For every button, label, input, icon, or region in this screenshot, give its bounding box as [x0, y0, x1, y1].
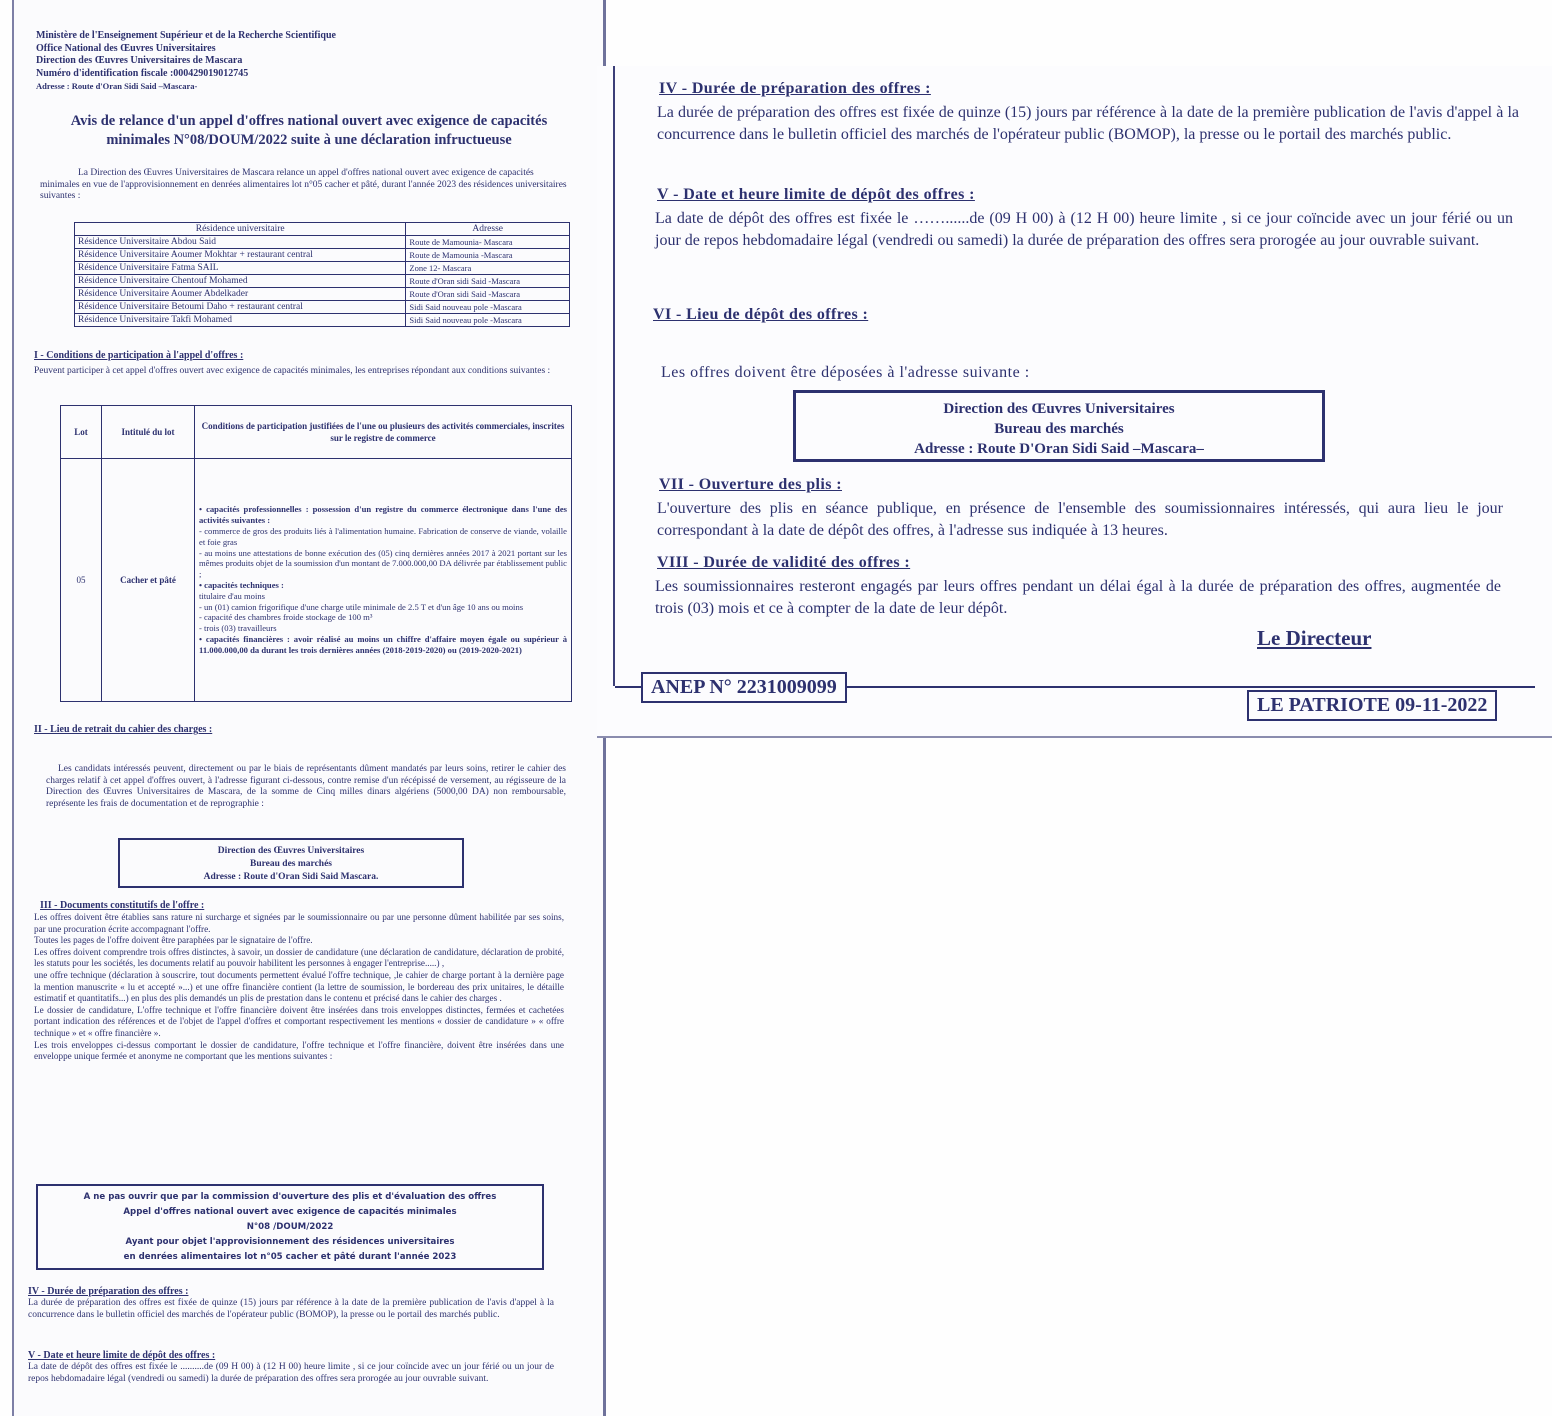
residence-name: Résidence Universitaire Fatma SAIL: [75, 262, 406, 275]
condition-line: • capacités techniques :: [199, 580, 284, 590]
table-row: [75, 301, 570, 314]
residence-address: Route de Mamounia -Mascara: [406, 249, 570, 262]
residence-name: Résidence Universitaire Abdou Said: [75, 236, 406, 249]
condition-line: - capacité des chambres froide stockage de 100 m³: [199, 612, 373, 623]
table-header: Adresse: [406, 223, 570, 236]
header-line: Direction des Œuvres Universitaires de Mascara: [36, 55, 243, 66]
deposit-address-box: [793, 390, 1325, 462]
condition-line: • capacités financières : avoir réalisé au moins un chiffre d'affaire moyen égale ou supérieur à 11.000.000,00 da durant les trois dernières années (2018-2019-2020) ou (2019-2020-2021): [199, 633, 567, 655]
section-5-text: La date de dépôt des offres est fixée le ……......de (09 H 00) à (12 H 00) heure limite , si ce jour coïncide avec un jour férié ou un jour de repos hebdomadaire légal (vendredi ou samedi) la durée de préparation des offres sera prorogée au jour ouvrable suivant.: [655, 210, 1513, 249]
condition-line: titulaire d'au moins: [199, 590, 265, 601]
residence-address: Route d'Oran sidi Said -Mascara: [406, 288, 570, 301]
section-2-title: II - Lieu de retrait du cahier des charges :: [34, 724, 213, 735]
section-7-text: L'ouverture des plis en séance publique, en présence de l'ensemble des soumissionnaires intéressés, qui aura lieu le jour correspondant à la date de dépôt des offres, à l'adresse sus indiquée à 13 heures.: [657, 500, 1503, 539]
notice-intro: La Direction des Œuvres Universitaires de Mascara relance un appel d'offres national ouvert avec exigence de capacités minimales en vue de l'approvisionnement en denrées alimentaires lot n°05 cacher et pâté, durant l'année 2023 des résidences universitaires suivantes :: [40, 168, 567, 201]
box-line: Direction des Œuvres Universitaires: [943, 401, 1175, 417]
section-3-title: III - Documents constitutifs de l'offre :: [40, 900, 205, 911]
residences-table: [74, 222, 570, 327]
table-header: Conditions de participation justifiées de l'une ou plusieurs des activités commerciales, inscrites sur le registre de commerce: [195, 406, 572, 459]
box-line: N°08 /DOUM/2022: [246, 1222, 334, 1232]
right-notice-panel: [597, 66, 1552, 738]
section-4-title: IV - Durée de préparation des offres :: [659, 80, 931, 97]
header-line: Office National des Œuvres Universitaires: [36, 42, 216, 54]
condition-line: - un (01) camion frigorifique d'une charge utile minimale de 2.5 T et d'un âge 10 ans ou moins: [199, 601, 524, 612]
ministry-header: [36, 30, 576, 93]
section-5-text: La date de dépôt des offres est fixée le ..........de (09 H 00) à (12 H 00) heure limite , si ce jour coïncide avec un jour férié ou un jour de repos hebdomadaire légal (vendredi ou samedi) la durée de préparation des offres sera prorogée au jour ouvrable suivant.: [28, 1362, 554, 1384]
panel-border-line: [613, 66, 615, 686]
residence-name: Résidence Universitaire Aoumer Mokhtar + restaurant central: [75, 249, 406, 262]
residence-name: Résidence Universitaire Aoumer Abdelkader: [75, 288, 406, 301]
conditions-table: [60, 405, 572, 702]
section-5-title: V - Date et heure limite de dépôt des offres :: [28, 1350, 216, 1361]
box-line: A ne pas ouvrir que par la commission d'ouverture des plis et d'évaluation des offres: [83, 1192, 497, 1202]
box-line: en denrées alimentaires lot n°05 cacher et pâté durant l'année 2023: [123, 1252, 457, 1262]
box-line: Direction des Œuvres Universitaires: [217, 846, 365, 856]
table-row: [75, 314, 570, 327]
lot-title: Cacher et pâté: [102, 459, 195, 702]
left-notice-column: [12, 0, 606, 1416]
box-line: Ayant pour objet l'approvisionnement des résidences universitaires: [125, 1237, 455, 1247]
section-4-text: La durée de préparation des offres est fixée de quinze (15) jours par référence à la date de la première publication de l'avis d'appel à la concurrence dans le bulletin officiel des marchés de l'opérateur public (BOMOP), la presse ou le portail des marchés public.: [657, 104, 1519, 143]
residence-address: Route d'Oran sidi Said -Mascara: [406, 275, 570, 288]
residence-address: Route de Mamounia- Mascara: [406, 236, 570, 249]
notice-title: Avis de relance d'un appel d'offres national ouvert avec exigence de capacités minimales N°08/DOUM/2022 suite à une déclaration infructueuse: [70, 113, 548, 148]
paragraph: Les offres doivent être établies sans rature ni surcharge et signées par le soumissionnaire ou par une personne dûment habilitée par ses soins, par une procuration écrite accompagnant l'offre.: [34, 912, 564, 934]
section-5-title: V - Date et heure limite de dépôt des offres :: [657, 186, 975, 203]
lot-number: 05: [61, 459, 102, 702]
paragraph: Les trois enveloppes ci-dessus comportant le dossier de candidature, l'offre technique et l'offre financière, doivent être insérées dans une enveloppe unique fermée et anonyme ne comportant que les mentions suivantes :: [34, 1039, 564, 1062]
residence-address: Sidi Said nouveau pole -Mascara: [406, 314, 570, 327]
paragraph: Les offres doivent comprendre trois offres distinctes, à savoir, un dossier de candidature (une déclaration de candidature, déclaration de probité, les statuts pour les sociétés, les documents relatif au pouvoir habilitent les personnes à engager l'entreprise.....) ,: [34, 946, 564, 969]
condition-line: - commerce de gros des produits liés à l'alimentation humaine. Fabrication de conserve de viande, volaille et foie gras: [199, 526, 567, 547]
box-line: Appel d'offres national ouvert avec exigence de capacités minimales: [123, 1207, 457, 1217]
section-6-text: Les offres doivent être déposées à l'adresse suivante :: [661, 364, 1030, 381]
signature: Le Directeur: [1257, 626, 1372, 650]
section-4-text: La durée de préparation des offres est fixée de quinze (15) jours par référence à la date de la première publication de l'avis d'appel à la concurrence dans le bulletin officiel des marchés de l'opérateur public (BOMOP), la presse ou le portail des marchés public.: [28, 1298, 554, 1320]
table-header: Résidence universitaire: [75, 223, 406, 236]
section-6-title: VI - Lieu de dépôt des offres :: [653, 306, 869, 323]
box-line: Bureau des marchés: [250, 859, 332, 869]
paragraph: une offre technique (déclaration à souscrire, tout documents permettent évalué l'offre technique, ,le cahier de charge portant à la dernière page la mention manuscrite « lu et accepté »...) et une offre financière contient (la lettre de soumission, le bordereau des prix unitaires, le détaille estimatif et quantitatifs...) en plus des plis demandés un plis de prestation dans le contenu et précisé dans le cahier des charges .: [34, 969, 564, 1004]
header-line: Numéro d'identification fiscale :000429019012745: [36, 67, 249, 79]
table-row: [75, 236, 570, 249]
table-row: [61, 459, 572, 702]
residence-name: Résidence Universitaire Chentouf Mohamed: [75, 275, 406, 288]
paragraph: Toutes les pages de l'offre doivent être paraphées par le signataire de l'offre.: [34, 935, 313, 946]
envelope-mentions-box: [36, 1184, 544, 1270]
paragraph: Le dossier de candidature, L'offre technique et l'offre financière doivent être insérées dans trois enveloppes distinctes, fermées et cachetées portant indication des références et de l'objet de l'appel d'offres et comportant respectivement les mentions « dossier de candidature » « offre technique » et « offre financière ».: [34, 1004, 564, 1038]
table-header: Intitulé du lot: [102, 406, 195, 459]
section-1-title: I - Conditions de participation à l'appel d'offres :: [34, 350, 244, 361]
header-line: Ministère de l'Enseignement Supérieur et de la Recherche Scientifique: [36, 30, 336, 41]
residence-name: Résidence Universitaire Betoumi Daho + restaurant central: [75, 301, 406, 314]
header-line: Adresse : Route d'Oran Sidi Said –Mascara-: [36, 81, 198, 91]
table-row: [75, 262, 570, 275]
condition-line: • capacités professionnelles : possession d'un registre du commerce électronique dans l'une des activités suivantes :: [199, 504, 567, 526]
box-line: Adresse : Route d'Oran Sidi Said Mascara.: [203, 872, 379, 882]
section-4-title: IV - Durée de préparation des offres :: [28, 1286, 189, 1297]
bottom-rule: [597, 736, 1552, 738]
anep-number: ANEP N° 2231009099: [641, 672, 847, 703]
residence-address: Sidi Said nouveau pole -Mascara: [406, 301, 570, 314]
section-2-text: Les candidats intéressés peuvent, directement ou par le biais de représentants dûment mandatés par leurs soins, retirer le cahier des charges relatif à cet appel d'offres ouvert, à l'adresse figurant ci-dessous, contre remise d'un récépissé de versement, au régisseure de la Direction des Œuvres Universitaires de Mascara, de la somme de Cinq milles dinars algériens (5000,00 DA) non remboursable, représente les frais de documentation et de reprographie :: [46, 764, 566, 809]
newspaper-date: LE PATRIOTE 09-11-2022: [1247, 690, 1497, 721]
box-line: Bureau des marchés: [994, 421, 1124, 437]
section-8-title: VIII - Durée de validité des offres :: [657, 554, 911, 571]
table-row: [75, 288, 570, 301]
residence-address: Zone 12- Mascara: [406, 262, 570, 275]
condition-line: - trois (03) travailleurs: [199, 623, 277, 634]
section-8-text: Les soumissionnaires resteront engagés par leurs offres pendant un délai égal à la durée de préparation des offres, augmentée de trois (03) mois et ce à compter de la date de leur dépôt.: [655, 578, 1501, 617]
lot-conditions: [195, 459, 572, 702]
condition-line: - au moins une attestations de bonne exécution des (05) cinq dernières années 2017 à 2021 portant sur les mêmes produits objet de la soumission d'un montant de 7.000.000,00 DA délivrée par établissement public ;: [199, 547, 567, 580]
table-row: [75, 249, 570, 262]
section-3-body: [34, 912, 564, 1063]
residence-name: Résidence Universitaire Takfi Mohamed: [75, 314, 406, 327]
section-7-title: VII - Ouverture des plis :: [659, 476, 842, 493]
table-row: [75, 275, 570, 288]
table-header: Lot: [61, 406, 102, 459]
box-line: Adresse : Route D'Oran Sidi Said –Mascara–: [914, 441, 1204, 457]
withdrawal-address-box: [118, 838, 464, 888]
section-1-text: Peuvent participer à cet appel d'offres ouvert avec exigence de capacités minimales, les entreprises répondant aux conditions suivantes :: [34, 366, 551, 376]
